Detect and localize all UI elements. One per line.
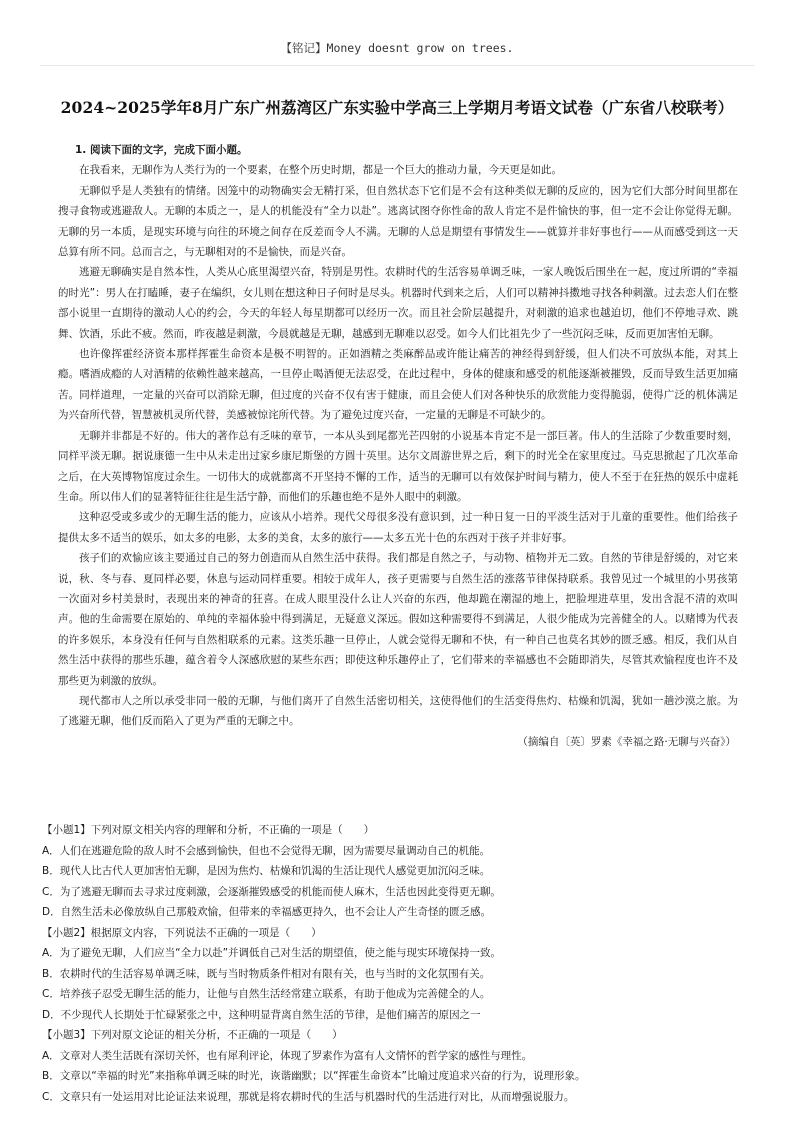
- header-divider: [40, 65, 754, 66]
- question-stem-1: 【小题1】下列对原文相关内容的理解和分析，不正确的一项是（ ）: [42, 824, 375, 836]
- question-2-option-c: C．培养孩子忍受无聊生活的能力，让他与自然生活经常建立联系，有助于他成为完善健全的人。: [42, 988, 491, 1000]
- passage-source: （摘编自〔英〕罗素《幸福之路·无聊与兴奋》）: [517, 735, 736, 748]
- question-1-option-c: C．为了逃避无聊而去寻求过度刺激，会逐渐摧毁感受的机能而使人麻木，生活也因此变得更无聊。: [42, 885, 501, 898]
- passage-paragraph: 无聊并非都是不好的。伟大的著作总有乏味的章节，一本从头到尾都光芒四射的小说基本肯定不是一部巨著。伟人的生活除了少数重要时刻，同样平淡无聊。据说康德一生中从未走出过家乡康尼斯堡的方圆十英里。达尔文周游世界之后，剩下的时光全在家里度过。马克思掀起了几次革命之后，在大英博物馆度过余生。一切伟大的成就都离不开坚持不懈的工作，适当的无聊可以有效保护时间与精力，使人不至于在狂热的娱乐中虚耗生命。所以伟人们的显著特征往往是生活宁静，而他们的乐趣也绝不是外人眼中的刺激。: [58, 429, 738, 503]
- passage-paragraph: 逃避无聊确实是自然本性，人类从心底里渴望兴奋，特别是男性。农耕时代的生活容易单调乏味，一家人晚饭后围坐在一起，度过所谓的“幸福的时光”：男人在打瞌睡，妻子在编织，女儿则在想这种日子何时是尽头。机器时代到来之后，人们可以精神抖擞地寻找各种刺激。过去恋人们在整部小说里一直期待的激动人心的约会，今天的年轻人每星期都可以经历一次。而且社会阶层越提升，对刺激的追求也越迫切，他们不停地寻欢、跳舞、饮酒，乐此不疲。然而，昨夜越是刺激，今晨就越是无聊，越感到无聊难以忍受。如今人们比祖先少了一些沉闷乏味，反而更加害怕无聊。: [58, 266, 738, 340]
- question-heading: 1. 阅读下面的文字，完成下面小题。: [75, 144, 248, 156]
- passage-paragraph: 孩子们的欢愉应该主要通过自己的努力创造而从自然生活中获得。我们都是自然之子，与动物、植物并无二致。自然的节律是舒缓的，对它来说，秋、冬与春、夏同样必要，休息与运动同样重要。相较于成年人，孩子更需要与自然生活的涨落节律保持联系。我曾见过一个城里的小男孩第一次面对乡村美景时，表现出来的神奇的狂喜。在成人眼里没什么让人兴奋的东西，他却跪在潮湿的地上，把脸埋进草里，发出含混不清的欢叫声。他的生命需要在原始的、单纯的幸福体验中得到满足，无疑意义深远。假如这种需要得不到满足，人很少能成为完善健全的人。以赌博为代表的许多娱乐，本身没有任何与自然相联系的元素。这类乐趣一旦停止，人就会觉得无聊和不快，有一种自己也莫名其妙的匮乏感。相反，我们从自然生活中获得的那些乐趣，蕴含着令人深感欣慰的某些东西；即使这种乐趣停止了，它们带来的幸福感也不会随即消失，尽管其欢愉程度也许不及那些更为刺激的放纵。: [58, 552, 738, 687]
- page-title: 2024~2025学年8月广东广州荔湾区广东实验中学高三上学期月考语文试卷（广东省八校联考）: [60, 98, 734, 117]
- question-stem-2: 【小题2】根据原文内容，下列说法不正确的一项是（ ）: [42, 926, 322, 939]
- question-1-option-b: B．现代人比古代人更加害怕无聊，是因为焦灼、枯燥和饥渴的生活让现代人感觉更加沉闷乏味。: [42, 865, 491, 877]
- passage-paragraph: 在我看来，无聊作为人类行为的一个要素，在整个历史时期，都是一个巨大的推动力量，今天更是如此。: [79, 164, 562, 177]
- question-3-option-b: B．文章以“幸福的时光”来指称单调乏味的时光，诙谐幽默；以“挥霍生命资本”比喻过度追求兴奋的行为，说理形象。: [42, 1070, 586, 1082]
- question-stem-3: 【小题3】下列对原文论证的相关分析，不正确的一项是（ ）: [42, 1029, 343, 1041]
- passage-paragraph: 这种忍受或多或少的无聊生活的能力，应该从小培养。现代父母很多没有意识到，过一种日复一日的平淡生活对于儿童的重要性。他们给孩子提供太多不适当的娱乐，如太多的电影，太多的美食，太多的旅行——太多五光十色的东西对于孩子并非好事。: [58, 511, 738, 544]
- reading-passage: [58, 140, 738, 752]
- passage-paragraph: 也许像挥霍经济资本那样挥霍生命资本是极不明智的。正如酒精之类麻醉品或许能让痛苦的神经得到舒缓，但人们决不可放纵本能，对其上瘾。嗜酒成瘾的人对酒精的依赖性越来越高，一旦停止喝酒便无法忍受，在此过程中，身体的健康和感受的机能逐渐被摧毁，反而导致生活更加痛苦。同样道理，一定量的兴奋可以消除无聊，但过度的兴奋不仅有害于健康，而且会使人们对各种快乐的欣赏能力变得脆弱，使得广泛的机体满足为兴奋所代替，智慧被机灵所代替，美感被惊诧所代替。为了避免过度兴奋，一定量的无聊是不可缺少的。: [58, 348, 738, 422]
- question-2-option-a: A．为了避免无聊，人们应当“全力以赴”并调低自己对生活的期望值，使之能与现实环境保持一致。: [42, 947, 502, 959]
- question-3-option-c: C．文章只有一处运用对比论证法来说理，那就是将农耕时代的生活与机器时代的生活进行对比，从而增强说服力。: [42, 1090, 575, 1103]
- question-2-option-d: D．不少现代人长期处于忙碌紧张之中，这种明显背离自然生活的节律，是他们痛苦的原因之一: [42, 1008, 481, 1021]
- question-list: [42, 820, 742, 1107]
- question-2-option-b: B．农耕时代的生活容易单调乏味，既与当时物质条件相对有限有关，也与当时的文化氛围有关。: [42, 967, 491, 980]
- question-1-option-d: D．自然生活未必像放纵自己那般欢愉，但带来的幸福感更持久，也不会让人产生奇怪的匮乏感。: [42, 906, 492, 918]
- passage-paragraph: 现代都市人之所以承受非同一般的无聊，与他们离开了自然生活密切相关，这使得他们的生活变得焦灼、枯燥和饥渴，犹如一趟沙漠之旅。为了逃避无聊，他们反而陷入了更为严重的无聊之中。: [58, 694, 738, 728]
- passage-paragraph: 无聊似乎是人类独有的情绪。因笼中的动物确实会无精打采，但自然状态下它们是不会有这种类似无聊的反应的，因为它们大部分时间里都在搜寻食物或逃避敌人。无聊的本质之一，是人的机能没有“全力以赴”。逃离试图夺你性命的敌人肯定不是件愉快的事，但一定不会让你觉得无聊。无聊的另一本质，是现实环境与向往的环境之间存在反差而令人不满。无聊的人总是期望有事情发生——就算并非好事也行——从而感受到这一天总算有所不同。总而言之，与无聊相对的不是愉快，而是兴奋。: [58, 184, 738, 259]
- question-3-option-a: A．文章对人类生活既有深切关怀，也有犀利评论，体现了罗素作为富有人文情怀的哲学家的感性与理性。: [42, 1049, 533, 1062]
- header-motto: 【铭记】Money doesnt grow on trees.: [280, 41, 514, 55]
- question-1-option-a: A．人们在逃避危险的敌人时不会感到愉快，但也不会觉得无聊，因为需要尽量调动自己的机能。: [42, 844, 491, 857]
